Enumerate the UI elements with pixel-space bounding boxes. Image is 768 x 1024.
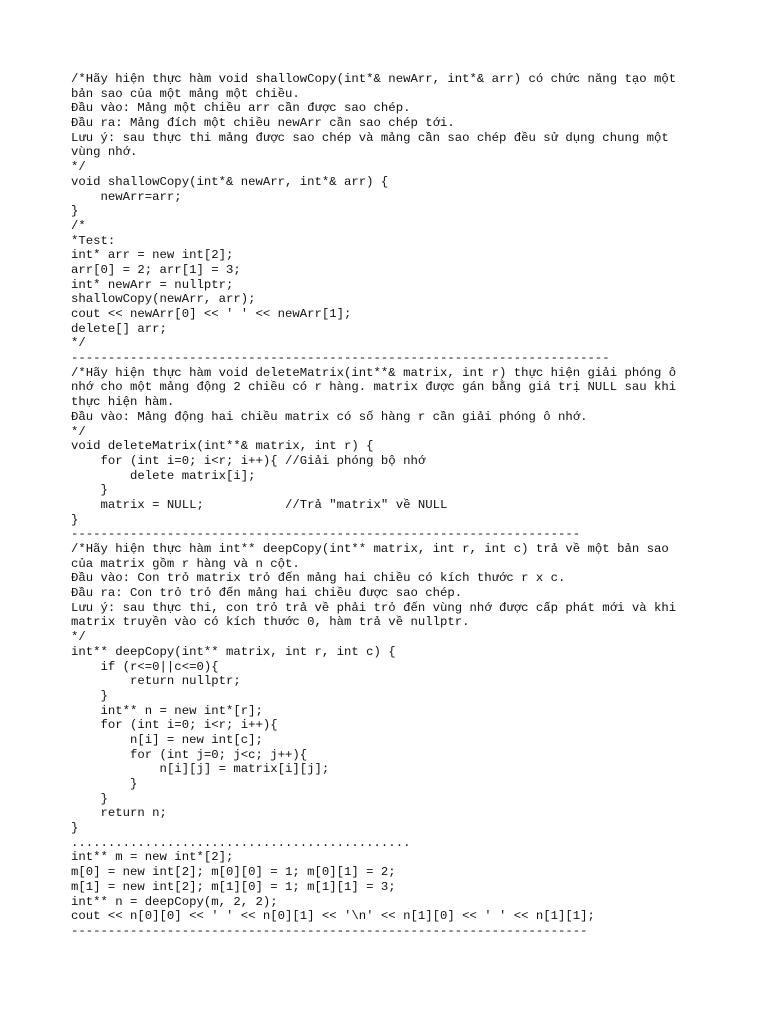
document-line: } bbox=[71, 512, 79, 527]
document-line: for (int i=0; i<r; i++){ bbox=[71, 718, 278, 733]
document-line: matrix truyền vào có kích thước 0, hàm trả về nullptr. bbox=[71, 615, 470, 630]
document-line: Đầu vào: Mảng động hai chiều matrix có số hàng r cần giải phóng ô nhớ. bbox=[71, 409, 588, 424]
document-line: Đầu ra: Con trỏ trỏ đến mảng hai chiều được sao chép. bbox=[71, 586, 463, 601]
document-line: */ bbox=[71, 160, 86, 175]
document-line: /*Hãy hiện thực hàm void shallowCopy(int*& newArr, int*& arr) có chức năng tạo một bbox=[71, 72, 677, 86]
document-line: int** deepCopy(int** matrix, int r, int c) { bbox=[71, 644, 396, 659]
document-line: void shallowCopy(int*& newArr, int*& arr) { bbox=[71, 174, 389, 189]
document-line: return n; bbox=[71, 806, 167, 821]
document-line: m[0] = new int[2]; m[0][0] = 1; m[0][1] = 2; bbox=[71, 865, 396, 880]
document-line: } bbox=[71, 777, 138, 791]
document-line: cout << newArr[0] << ' ' << newArr[1]; bbox=[71, 307, 352, 321]
document-line: } bbox=[71, 821, 79, 836]
document-line: n[i][j] = matrix[i][j]; bbox=[71, 762, 330, 777]
document-line: } bbox=[71, 791, 108, 806]
document-line: delete matrix[i]; bbox=[71, 468, 256, 483]
document-line: .............................................. bbox=[71, 835, 411, 850]
document-line: nhớ cho một mảng động 2 chiều có r hàng. matrix được gán bằng giá trị NULL sau khi bbox=[71, 380, 677, 395]
document-line: */ bbox=[71, 336, 86, 351]
document-line: int** n = deepCopy(m, 2, 2); bbox=[71, 894, 278, 909]
document-line: Đầu ra: Mảng đích một chiều newArr cần sao chép tới. bbox=[71, 116, 455, 131]
document-line: *Test: bbox=[71, 233, 116, 248]
document-line: vùng nhớ. bbox=[71, 145, 138, 160]
document-line: /* bbox=[71, 218, 86, 233]
document-line: newArr=arr; bbox=[71, 189, 182, 204]
document-line: } bbox=[71, 483, 108, 498]
document-line: delete[] arr; bbox=[71, 321, 167, 336]
document-line: thực hiện hàm. bbox=[71, 395, 175, 410]
code-text-block bbox=[71, 72, 731, 939]
document-line: for (int i=0; i<r; i++){ //Giải phóng bộ nhớ bbox=[71, 453, 426, 468]
document-line: int** m = new int*[2]; bbox=[71, 850, 234, 865]
document-line: --------------------------------------------------------------------- bbox=[71, 527, 581, 542]
document-line: ---------------------------------------------------------------------- bbox=[71, 923, 588, 938]
document-line: } bbox=[71, 204, 79, 219]
document-line: ------------------------------------------------------------------------- bbox=[71, 351, 610, 366]
document-line: matrix = NULL; //Trả "matrix" về NULL bbox=[71, 497, 448, 512]
document-line: for (int j=0; j<c; j++){ bbox=[71, 747, 308, 762]
document-line: int** n = new int*[r]; bbox=[71, 703, 263, 718]
document-line: bản sao của một mảng một chiều. bbox=[71, 86, 300, 101]
document-line: Đầu vào: Mảng một chiều arr cần được sao chép. bbox=[71, 101, 411, 116]
document-line: Lưu ý: sau thực thi mảng được sao chép và mảng cần sao chép đều sử dụng chung một bbox=[71, 130, 669, 145]
document-line: return nullptr; bbox=[71, 674, 241, 689]
document-line: int* arr = new int[2]; bbox=[71, 248, 234, 263]
document-line: /*Hãy hiện thực hàm int** deepCopy(int** matrix, int r, int c) trả về một bản sao bbox=[71, 542, 669, 556]
document-line: /*Hãy hiện thực hàm void deleteMatrix(int**& matrix, int r) thực hiện giải phóng ô bbox=[71, 365, 677, 380]
document-line: m[1] = new int[2]; m[1][0] = 1; m[1][1] = 3; bbox=[71, 879, 396, 894]
document-line: Đầu vào: Con trỏ matrix trỏ đến mảng hai chiều có kích thước r x c. bbox=[71, 571, 566, 586]
document-line: của matrix gồm r hàng và n cột. bbox=[71, 556, 300, 571]
document-line: int* newArr = nullptr; bbox=[71, 277, 234, 292]
document-line: n[i] = new int[c]; bbox=[71, 732, 263, 747]
document-line: if (r<=0||c<=0){ bbox=[71, 659, 219, 674]
document-line: */ bbox=[71, 424, 86, 439]
document-line: cout << n[0][0] << ' ' << n[0][1] << '\n' << n[1][0] << ' ' << n[1][1]; bbox=[71, 909, 595, 924]
document-line: arr[0] = 2; arr[1] = 3; bbox=[71, 262, 241, 277]
document-line: } bbox=[71, 688, 108, 703]
document-line: void deleteMatrix(int**& matrix, int r) { bbox=[71, 439, 374, 454]
document-line: */ bbox=[71, 630, 86, 645]
document-line: Lưu ý: sau thực thi, con trỏ trả về phải trỏ đến vùng nhớ được cấp phát mới và khi bbox=[71, 600, 677, 615]
document-line: shallowCopy(newArr, arr); bbox=[71, 292, 256, 307]
